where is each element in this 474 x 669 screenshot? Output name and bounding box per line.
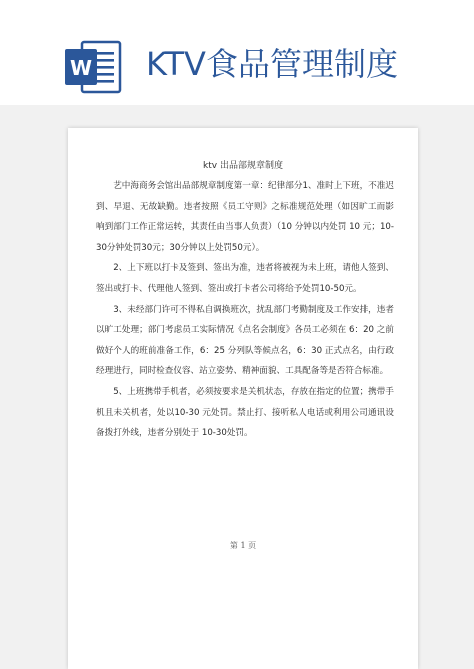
word-document-icon: [62, 36, 124, 98]
paragraph-2: 2、上下班以打卡及签到、签出为准，违者将被视为未上班，请他人签到、签出或打卡、代理他人签到、签出或打卡者公司将给予处罚10-50元。: [96, 263, 394, 294]
banner-title: KTV食品管理制度: [146, 45, 398, 83]
document-body: [96, 176, 394, 444]
paragraph-1: 艺中海商务会馆出品部规章制度第一章：纪律部分1、准时上下班，不准迟到、早退、无故缺勤。违者按照《员工守则》之标准规范处理（如因旷工而影响到部门工作正常运转，其责任由当事人负责）（10 分钟以内处罚 10 元；10-30分钟处罚30元；30分钟以上处罚50元）。: [96, 181, 394, 253]
title-banner: [0, 0, 474, 105]
paragraph-4: 5、上班携带手机者，必须按要求是关机状态，存放在指定的位置；携带手机且未关机者，处以10-30 元处罚。禁止打、接听私人电话或利用公司通讯设备拨打外线，违者分别处于 10-30处罚。: [96, 386, 394, 439]
paragraph-3: 3、未经部门许可不得私自调换班次，扰乱部门考勤制度及工作安排，违者以旷工处理；部门考虑员工实际情况《点名会制度》各员工必须在 6：20 之前做好个人的班前准备工作，6：25 分列队等候点名，6：30 正式点名，由行政经理进行，同时检查仪容、站立姿势、精神面貌、工具配备等是否符合标准。: [96, 304, 394, 377]
document-page: [68, 128, 418, 669]
word-icon-letter: W: [69, 56, 93, 80]
page-number: 第 1 页: [229, 541, 257, 550]
document-title: ktv 出品部规章制度: [203, 161, 283, 171]
